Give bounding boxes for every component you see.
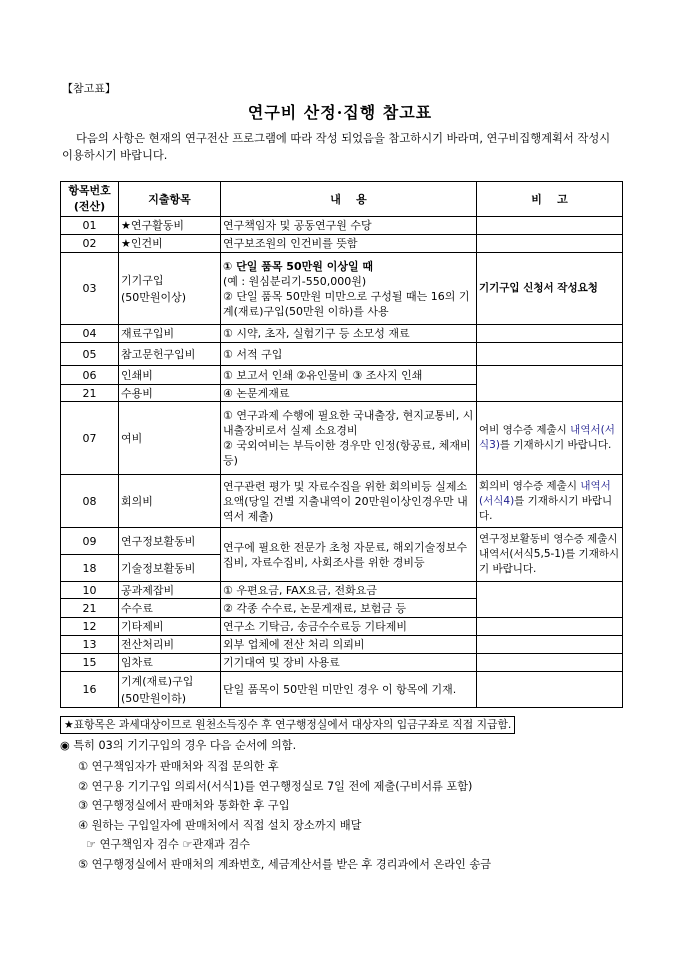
row-note [477,325,623,343]
procedure-step: ⑤ 연구행정실에서 판매처의 계좌번호, 세금계산서를 받은 후 경리과에서 온라인 송금 [78,857,492,871]
row-content: ① 시약, 초자, 실험기구 등 소모성 재료 [221,325,477,343]
table-row [61,343,623,366]
row-no: 18 [61,555,119,582]
row-note [477,672,623,708]
row-no: 05 [61,343,119,366]
row-item: 기계(재료)구입 (50만원이하) [119,672,221,708]
row-content: 연구책임자 및 공동연구원 수당 [221,217,477,235]
table-row [61,528,623,555]
row-content: ① 서적 구입 [221,343,477,366]
row-content: ② 각종 수수료, 논문게재료, 보험금 등 [221,599,477,618]
header-no: 항목번호 (전산) [61,182,119,217]
reference-tag: 【참고표】 [62,82,116,95]
procedure-step: ④ 원하는 구입일자에 판매처에서 직접 설치 장소까지 배달 [78,818,362,832]
note-text: 를 기재하시기 바랍니다. [499,439,612,451]
intro-paragraph: 다음의 사항은 현재의 연구전산 프로그램에 따라 작성 되었음을 참고하시기 바라며, 연구비집행계획서 작성시 이용하시기 바랍니다. [62,132,611,162]
procedure-step: ③ 연구행정실에서 판매처와 통화한 후 구입 [78,799,290,812]
row-item: 기기구입 (50만원이상) [119,253,221,325]
note-text: 를 기재하시기 바랍니다. [479,494,613,522]
table-row [61,253,623,325]
tax-footnote: ★표항목은 과세대상이므로 원천소득징수 후 연구행정실에서 대상자의 입금구좌로 직접 지급함. [60,716,515,734]
row-content: 연구소 기탁금, 송금수수료등 기타제비 [221,618,477,636]
row-content: 단일 품목이 50만원 미만인 경우 이 항목에 기재. [221,672,477,708]
procedure-substep: ☞ 연구책임자 검수 ☞관재과 검수 [86,838,250,851]
content-detail: (예 : 원심분리기-550,000원) ② 단일 품목 50만원 미만으로 구성될 때는 16의 기계(재료)구입(50만원 이하)를 사용 [223,274,470,318]
form-reference: 내역서(서식4) [479,479,611,507]
row-item: 전산처리비 [119,636,221,654]
row-note: 연구정보활동비 영수증 제출시내역서(서식5,5-1)를 기재하시기 바랍니다. [477,528,623,582]
row-no: 10 [61,582,119,599]
row-content: 외부 업체에 전산 처리 의뢰비 [221,636,477,654]
row-content: 연구관련 평가 및 자료수집을 위한 회의비등 실제소요액(당일 건별 지출내역이 20만원이상인경우만 내역서 제출) [221,475,477,528]
row-item: 임차료 [119,654,221,672]
row-no: 21 [61,599,119,618]
table-row [61,475,623,528]
note-text: 회의비 영수증 제출시 [479,479,581,492]
row-note [477,343,623,366]
row-note [477,654,623,672]
row-no: 04 [61,325,119,343]
row-item: 참고문헌구입비 [119,343,221,366]
row-item: 기술정보활동비 [119,555,221,582]
content-emphasis: ① 단일 품목 50만원 이상일 때 [223,259,374,273]
row-no: 03 [61,253,119,325]
note-text: 여비 영수증 제출시 [479,424,571,436]
form-reference: 내역서(서식3) [479,424,615,451]
page-title: 연구비 산정·집행 참고표 [247,103,433,122]
table-row [61,325,623,343]
row-item: 수수료 [119,599,221,618]
budget-table [60,181,623,708]
procedure-step: ① 연구책임자가 판매처와 직접 문의한 후 [78,760,279,773]
header-content: 내 용 [221,182,477,217]
row-no: 21 [61,385,119,402]
row-content: 연구에 필요한 전문가 초청 자문료, 해외기술정보수집비, 자료수집비, 사회조사를 위한 경비등 [221,528,477,582]
row-note [477,582,623,618]
row-note [477,217,623,235]
row-no: 01 [61,217,119,235]
row-item: ★인건비 [119,235,221,253]
procedure-step: ② 연구용 기기구입 의뢰서(서식1)를 연구행정실로 7일 전에 제출(구비서류 포함) [78,779,473,793]
row-note [477,366,623,402]
procedure-heading: ◉ 특히 03의 기기구입의 경우 다음 순서에 의함. [60,739,297,752]
row-no: 06 [61,366,119,385]
row-item: 기타제비 [119,618,221,636]
row-content: ① 보고서 인쇄 ②유인물비 ③ 조사지 인쇄 [221,366,477,385]
row-item: ★연구활동비 [119,217,221,235]
row-no: 09 [61,528,119,555]
row-content: 연구보조원의 인건비를 뜻함 [221,235,477,253]
row-no: 08 [61,475,119,528]
row-item: 인쇄비 [119,366,221,385]
row-no: 13 [61,636,119,654]
row-no: 15 [61,654,119,672]
row-no: 16 [61,672,119,708]
row-content: ① 우편요금, FAX요금, 전화요금 [221,582,477,599]
row-no: 02 [61,235,119,253]
table-row [61,402,623,475]
row-content [221,253,477,325]
header-note: 비 고 [477,182,623,217]
table-row [61,217,623,235]
row-note [477,618,623,636]
table-row [61,636,623,654]
header-item: 지출항목 [119,182,221,217]
row-note [477,636,623,654]
table-row [61,235,623,253]
row-item: 수용비 [119,385,221,402]
row-content: ① 연구과제 수행에 필요한 국내출장, 현지교통비, 시내출장비로서 실제 소요경비 ② 국외여비는 부득이한 경우만 인정(항공료, 체재비등) [221,402,477,475]
row-no: 12 [61,618,119,636]
row-note: 기기구입 신청서 작성요청 [477,253,623,325]
row-note [477,475,623,528]
row-item: 공과제잡비 [119,582,221,599]
table-row [61,654,623,672]
table-row [61,618,623,636]
row-note [477,235,623,253]
table-row [61,582,623,599]
table-row [61,366,623,385]
row-item: 여비 [119,402,221,475]
table-row [61,672,623,708]
row-content: ④ 논문게재료 [221,385,477,402]
row-no: 07 [61,402,119,475]
table-header-row [61,182,623,217]
row-item: 회의비 [119,475,221,528]
procedure-steps [78,757,491,874]
row-content: 기기대여 및 장비 사용료 [221,654,477,672]
row-item: 재료구입비 [119,325,221,343]
row-note [477,402,623,475]
row-item: 연구정보활동비 [119,528,221,555]
